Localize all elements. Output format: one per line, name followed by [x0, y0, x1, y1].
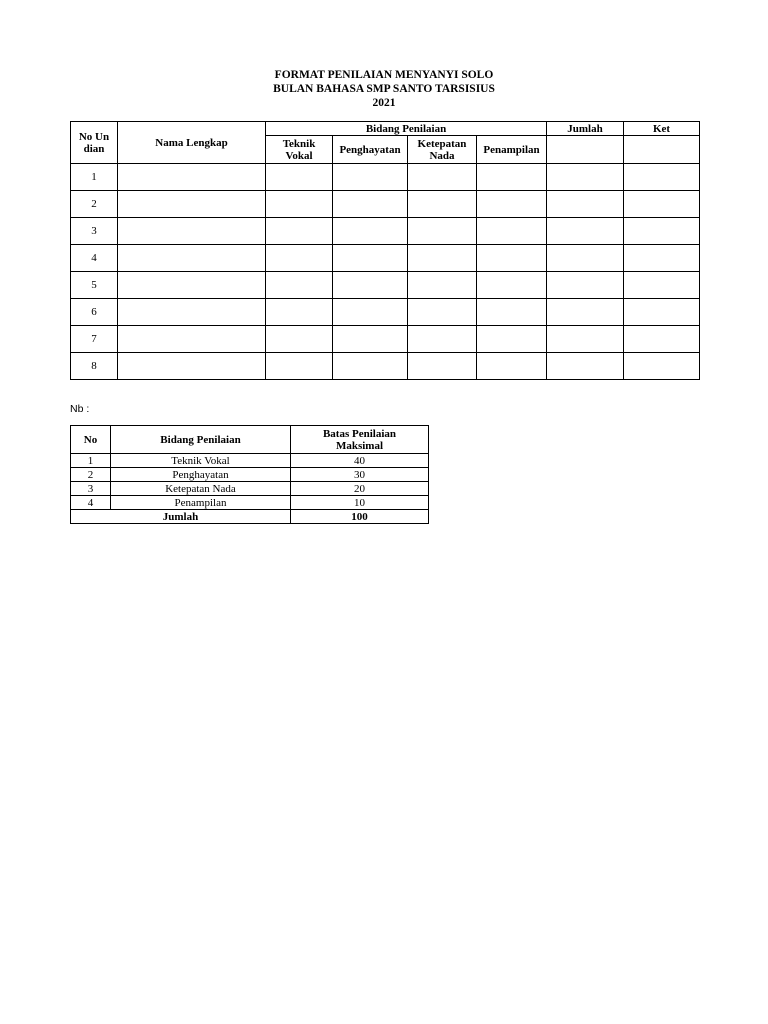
blank-cell	[266, 326, 333, 353]
blank-cell	[547, 245, 624, 272]
legend-bidang: Teknik Vokal	[111, 454, 291, 468]
legend-batas: 20	[291, 482, 429, 496]
blank-cell	[477, 191, 547, 218]
blank-cell	[408, 272, 477, 299]
legend-row	[71, 482, 429, 496]
blank-cell	[408, 164, 477, 191]
header-penampilan: Penampilan	[477, 136, 547, 164]
table-row	[71, 272, 700, 299]
blank-cell	[547, 272, 624, 299]
legend-no: 1	[71, 454, 111, 468]
legend-batas: 30	[291, 468, 429, 482]
blank-cell	[477, 353, 547, 380]
blank-cell	[408, 218, 477, 245]
blank-cell	[624, 164, 700, 191]
blank-cell	[333, 164, 408, 191]
row-number: 6	[71, 299, 118, 326]
blank-cell	[118, 272, 266, 299]
header-jumlah: Jumlah	[547, 122, 624, 136]
legend-row	[71, 454, 429, 468]
blank-cell	[547, 353, 624, 380]
header-no-undian: No Undian	[71, 122, 118, 164]
blank-cell	[333, 353, 408, 380]
blank-cell	[624, 245, 700, 272]
blank-cell	[547, 326, 624, 353]
legend-no: 2	[71, 468, 111, 482]
table-row	[71, 353, 700, 380]
legend-header-batas: Batas Penilaian Maksimal	[291, 426, 429, 454]
blank-cell	[624, 353, 700, 380]
table-row	[71, 218, 700, 245]
table-row	[71, 245, 700, 272]
blank-cell	[477, 245, 547, 272]
document-title	[0, 68, 768, 110]
legend-bidang: Ketepatan Nada	[111, 482, 291, 496]
blank-cell	[477, 299, 547, 326]
legend-total-label: Jumlah	[71, 510, 291, 524]
title-line-2: BULAN BAHASA SMP SANTO TARSISIUS	[273, 83, 495, 95]
nb-label: Nb :	[70, 403, 90, 415]
blank-cell	[333, 218, 408, 245]
blank-cell	[266, 164, 333, 191]
table-row	[71, 299, 700, 326]
blank-cell	[624, 299, 700, 326]
header-ket: Ket	[624, 122, 700, 136]
blank-cell	[408, 353, 477, 380]
row-number: 2	[71, 191, 118, 218]
blank-cell	[547, 191, 624, 218]
blank-cell	[266, 245, 333, 272]
legend-row	[71, 496, 429, 510]
blank-cell	[266, 299, 333, 326]
blank-cell	[333, 299, 408, 326]
header-nama-lengkap: Nama Lengkap	[118, 122, 266, 164]
row-number: 8	[71, 353, 118, 380]
blank-cell	[118, 191, 266, 218]
blank-cell	[266, 353, 333, 380]
header-ketepatan-nada: Ketepatan Nada	[408, 136, 477, 164]
blank-cell	[333, 272, 408, 299]
table-row	[71, 191, 700, 218]
legend-row	[71, 468, 429, 482]
blank-cell	[118, 245, 266, 272]
legend-total-value: 100	[291, 510, 429, 524]
table-row	[71, 164, 700, 191]
blank-cell	[118, 299, 266, 326]
blank-cell	[118, 326, 266, 353]
ket-blank	[624, 136, 700, 164]
legend-header-no: No	[71, 426, 111, 454]
max-score-table	[70, 425, 429, 524]
legend-batas: 10	[291, 496, 429, 510]
legend-header-bidang: Bidang Penilaian	[111, 426, 291, 454]
legend-batas: 40	[291, 454, 429, 468]
legend-bidang: Penghayatan	[111, 468, 291, 482]
blank-cell	[477, 164, 547, 191]
blank-cell	[408, 245, 477, 272]
table-row	[71, 326, 700, 353]
blank-cell	[477, 326, 547, 353]
legend-no: 4	[71, 496, 111, 510]
row-number: 3	[71, 218, 118, 245]
blank-cell	[266, 191, 333, 218]
legend-bidang: Penampilan	[111, 496, 291, 510]
blank-cell	[333, 191, 408, 218]
header-teknik-vokal: Teknik Vokal	[266, 136, 333, 164]
blank-cell	[624, 191, 700, 218]
blank-cell	[333, 245, 408, 272]
title-line-1: FORMAT PENILAIAN MENYANYI SOLO	[274, 69, 494, 81]
blank-cell	[266, 218, 333, 245]
blank-cell	[547, 218, 624, 245]
blank-cell	[118, 164, 266, 191]
blank-cell	[547, 164, 624, 191]
scoring-table	[70, 121, 700, 380]
blank-cell	[477, 218, 547, 245]
legend-no: 3	[71, 482, 111, 496]
blank-cell	[547, 299, 624, 326]
jumlah-blank	[547, 136, 624, 164]
title-line-3: 2021	[372, 97, 396, 109]
blank-cell	[624, 272, 700, 299]
blank-cell	[624, 326, 700, 353]
row-number: 1	[71, 164, 118, 191]
blank-cell	[408, 191, 477, 218]
header-penghayatan: Penghayatan	[333, 136, 408, 164]
row-number: 7	[71, 326, 118, 353]
blank-cell	[477, 272, 547, 299]
blank-cell	[333, 326, 408, 353]
header-bidang-penilaian: Bidang Penilaian	[266, 122, 547, 136]
blank-cell	[408, 299, 477, 326]
blank-cell	[118, 218, 266, 245]
row-number: 4	[71, 245, 118, 272]
blank-cell	[118, 353, 266, 380]
row-number: 5	[71, 272, 118, 299]
blank-cell	[624, 218, 700, 245]
blank-cell	[408, 326, 477, 353]
blank-cell	[266, 272, 333, 299]
